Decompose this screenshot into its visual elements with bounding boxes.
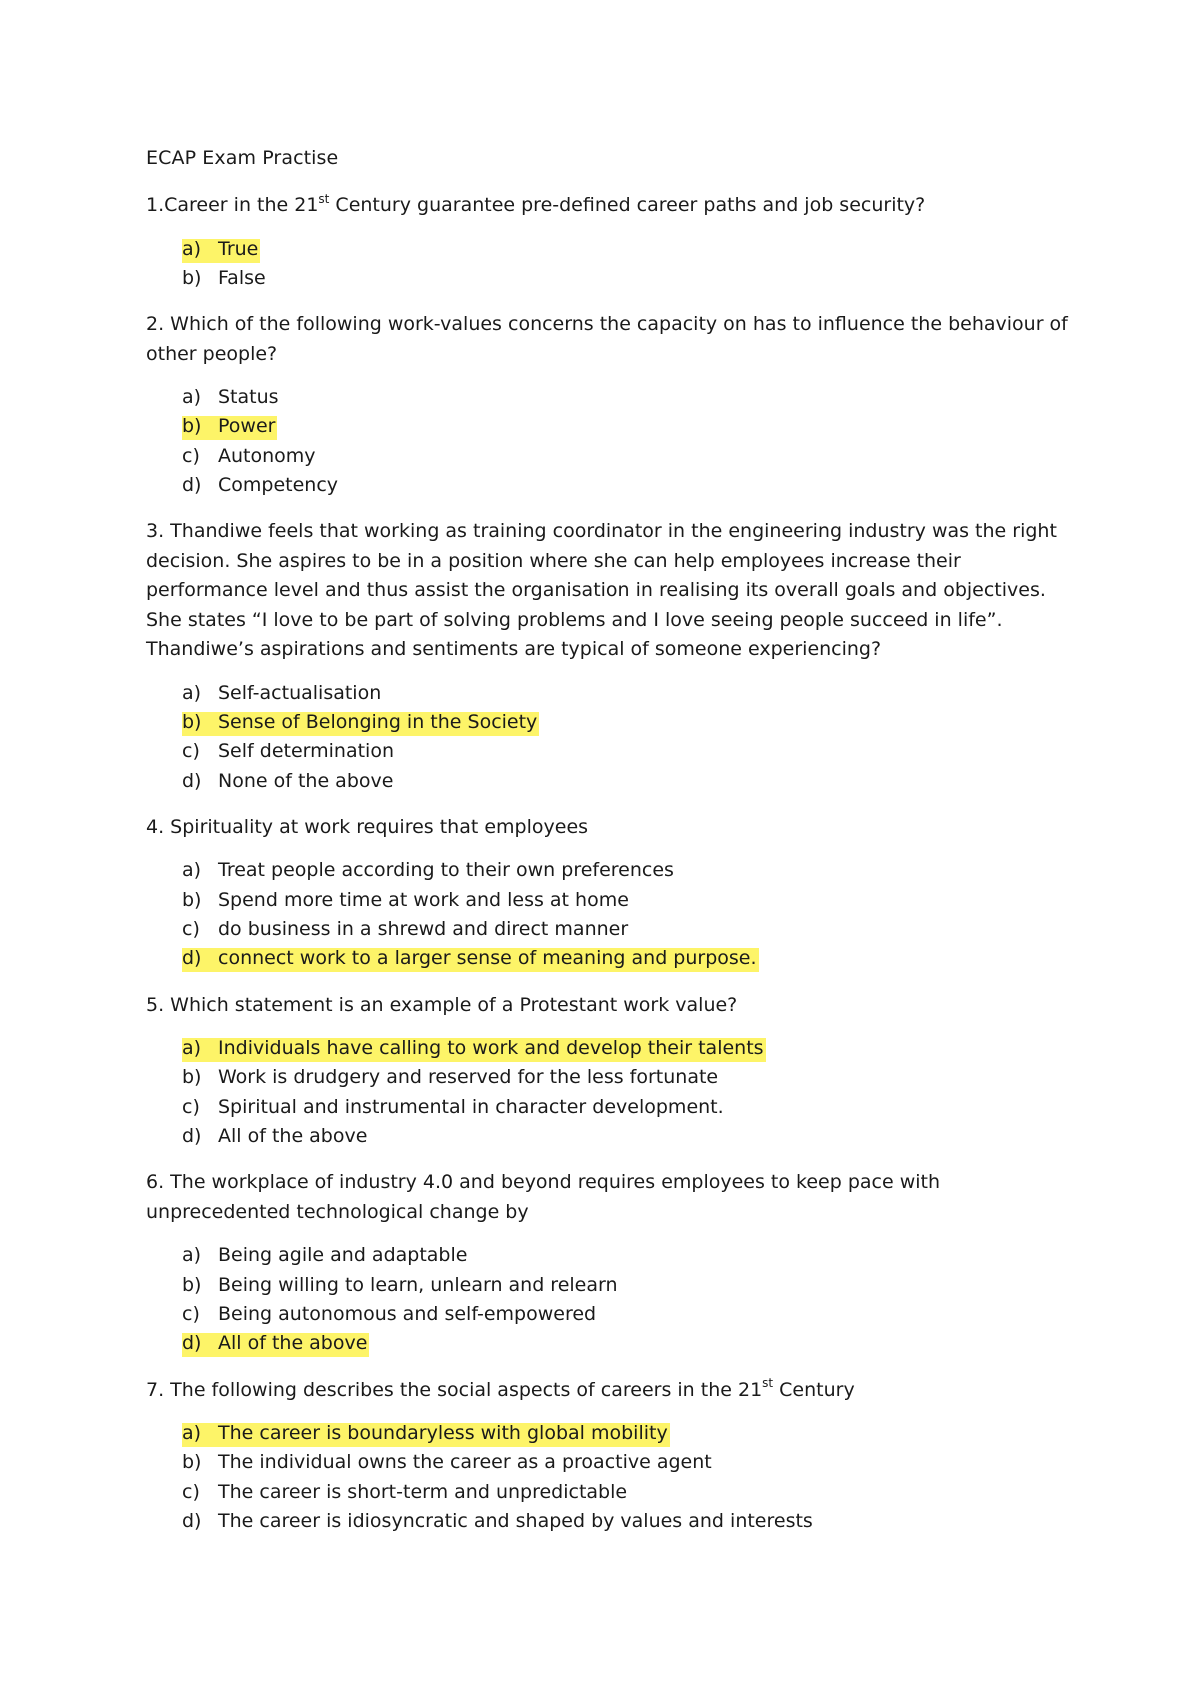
option-text: False [218,266,266,289]
question-block [146,191,1086,293]
option-letter: b) [182,1066,202,1089]
answer-option-highlighted [146,944,1086,973]
option-letter: a) [182,859,202,882]
answer-option-highlighted [146,1329,1086,1358]
option-text: Autonomy [218,444,316,467]
answer-option [146,679,1086,708]
option-letter: a) [182,1244,202,1267]
option-text: Status [218,386,279,409]
option-text: The career is boundaryless with global mobility [218,1422,668,1445]
option-text: The career is idiosyncratic and shaped by values and interests [218,1509,813,1532]
question-text [146,517,1086,665]
question-text [146,191,1086,221]
option-text: Sense of Belonging in the Society [218,711,538,734]
answer-option [146,1507,1086,1536]
option-letter: a) [182,1422,202,1445]
option-text: Being agile and adaptable [218,1244,468,1267]
question-text-main: 6. The workplace of industry 4.0 and beyond requires employees to keep pace with unprecedented technological change by [146,1171,941,1223]
answer-option [146,1271,1086,1300]
option-letter: b) [182,888,202,911]
option-letter: c) [182,1095,200,1118]
answer-option-highlighted [146,1034,1086,1063]
question-block [146,1376,1086,1537]
option-text: Treat people according to their own preferences [218,859,674,882]
option-letter: d) [182,1332,202,1355]
option-letter: b) [182,1273,202,1296]
option-text: The career is short-term and unpredictable [218,1480,628,1503]
option-letter: d) [182,947,202,970]
question-list [146,191,1086,1536]
document-title: ECAP Exam Practise [146,147,339,169]
question-text-main: 5. Which statement is an example of a Protestant work value? [146,993,738,1016]
question-text [146,991,1086,1021]
answer-option [146,1063,1086,1092]
option-text: Power [218,415,276,438]
answer-option [146,1300,1086,1329]
question-block [146,517,1086,796]
answer-option-highlighted [146,235,1086,264]
answer-option [146,264,1086,293]
answer-option [146,886,1086,915]
answer-option [146,442,1086,471]
option-list [146,1034,1086,1151]
option-text: All of the above [218,1125,368,1148]
option-text: Self-actualisation [218,681,382,704]
option-text: Self determination [218,740,394,763]
answer-option [146,856,1086,885]
option-text: Being willing to learn, unlearn and relearn [218,1273,618,1296]
answer-option [146,1478,1086,1507]
ordinal-superscript: st [762,1376,774,1391]
question-text [146,310,1086,369]
ordinal-superscript: st [318,191,330,206]
option-text: Spiritual and instrumental in character development. [218,1095,724,1118]
question-text [146,1376,1086,1406]
question-text [146,813,1086,843]
question-text-main: 2. Which of the following work-values concerns the capacity on has to influence the behaviour of other people? [146,313,1068,365]
answer-option [146,471,1086,500]
option-letter: a) [182,237,202,260]
question-block [146,310,1086,500]
option-letter: c) [182,740,200,763]
question-block [146,813,1086,974]
option-list [146,235,1086,294]
option-list [146,1419,1086,1536]
option-text: Spend more time at work and less at home [218,888,629,911]
answer-option-highlighted [146,412,1086,441]
question-text-tail: Century guarantee pre-defined career paths and job security? [329,194,926,216]
question-text-main: 4. Spirituality at work requires that employees [146,815,589,838]
question-text-main: 3. Thandiwe feels that working as training coordinator in the engineering industry was the right decision. She aspires to be in a position where she can help employees increase their performance level and thus assist the organisation in realising its overall goals and objectives. She states “I love to be part of solving problems and I love seeing people succeed in life”. Thandiwe’s aspirations and sentiments are typical of someone experiencing? [146,520,1057,661]
question-block [146,991,1086,1152]
answer-option [146,767,1086,796]
option-text: Work is drudgery and reserved for the less fortunate [218,1066,719,1089]
option-text: Individuals have calling to work and develop their talents [218,1037,764,1060]
option-text: Being autonomous and self-empowered [218,1302,597,1325]
option-text: The individual owns the career as a proactive agent [218,1451,712,1474]
option-list [146,383,1086,500]
document-page [146,146,1086,1553]
option-letter: d) [182,769,202,792]
option-letter: a) [182,1037,202,1060]
question-text [146,1168,1086,1227]
answer-option [146,383,1086,412]
option-letter: b) [182,1451,202,1474]
option-text: Competency [218,473,339,496]
option-list [146,1241,1086,1358]
option-text: do business in a shrewd and direct manner [218,918,629,941]
answer-option-highlighted [146,708,1086,737]
question-block [146,1168,1086,1358]
answer-option [146,1093,1086,1122]
option-text: None of the above [218,769,394,792]
option-text: All of the above [218,1332,368,1355]
option-letter: b) [182,711,202,734]
option-letter: b) [182,415,202,438]
option-text: connect work to a larger sense of meaning and purpose. [218,947,757,970]
question-text-main: 7. The following describes the social aspects of careers in the 21 [146,1378,763,1401]
option-letter: a) [182,681,202,704]
answer-option [146,737,1086,766]
option-text: True [218,237,259,260]
answer-option [146,1241,1086,1270]
option-letter: d) [182,1509,202,1532]
answer-option [146,1122,1086,1151]
option-letter: c) [182,444,200,467]
option-letter: c) [182,918,200,941]
answer-option [146,915,1086,944]
option-list [146,856,1086,973]
option-letter: a) [182,386,202,409]
option-letter: d) [182,1125,202,1148]
question-text-main: 1.Career in the 21 [146,194,319,216]
option-letter: c) [182,1480,200,1503]
answer-option [146,1448,1086,1477]
option-letter: c) [182,1302,200,1325]
option-letter: d) [182,473,202,496]
option-list [146,679,1086,796]
answer-option-highlighted [146,1419,1086,1448]
question-text-tail: Century [773,1378,855,1401]
option-letter: b) [182,266,202,289]
